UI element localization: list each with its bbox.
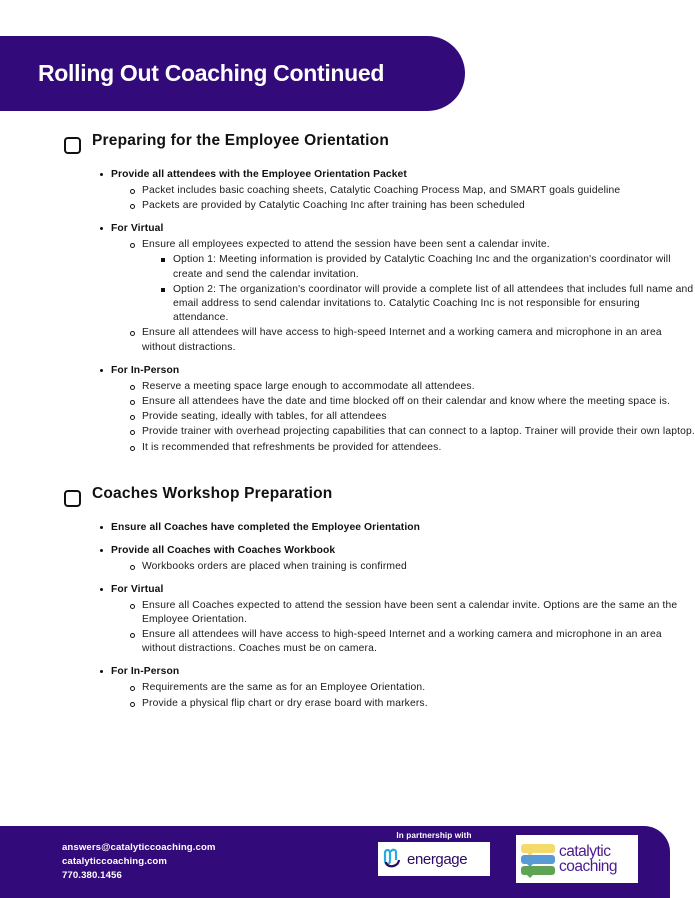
list-item: [160, 283, 695, 326]
list-item-label: For In-Person: [111, 364, 180, 376]
checkbox-icon: [64, 137, 81, 154]
list-item-label: Workbooks orders are placed when training is confirmed: [142, 560, 407, 572]
list-item: [129, 599, 695, 627]
list-item: [129, 560, 695, 574]
sub-list: [111, 560, 695, 574]
list-item: [129, 410, 695, 424]
energage-wordmark: energage: [407, 850, 468, 868]
list-item-label: Reserve a meeting space large enough to accommodate all attendees.: [142, 380, 475, 392]
list-item-label: For Virtual: [111, 583, 164, 595]
list-item: [100, 168, 695, 213]
contact-email[interactable]: answers@catalyticcoaching.com: [62, 842, 216, 853]
speech-bubble-blue-icon: [521, 855, 555, 864]
speech-bubble-yellow-icon: [521, 844, 555, 853]
list-item: [129, 425, 695, 439]
list-item-label: Packets are provided by Catalytic Coaching Inc after training has been scheduled: [142, 200, 525, 212]
section-heading: [64, 485, 695, 507]
page-header-bar: [0, 36, 465, 111]
list-item-label: Ensure all Coaches have completed the Employee Orientation: [111, 521, 421, 533]
sub-list: [111, 380, 695, 455]
section-title: Coaches Workshop Preparation: [92, 484, 333, 502]
list-item-label: It is recommended that refreshments be provided for attendees.: [142, 441, 442, 453]
list-item-label: Provide a physical flip chart or dry erase board with markers.: [142, 697, 428, 709]
list-item: [129, 199, 695, 213]
sub-list: [111, 238, 695, 355]
document-body: [0, 132, 695, 720]
section-list: [0, 168, 695, 455]
sub-list: [111, 184, 695, 213]
catalytic-coaching-logo: [516, 835, 638, 883]
page-footer: [0, 826, 670, 898]
list-item-label: Option 1: Meeting information is provided by Catalytic Coaching Inc and the organization's coordinator will create and send the calendar invitation.: [173, 254, 671, 280]
partnership-label: In partnership with: [396, 831, 472, 840]
contact-phone[interactable]: 770.380.1456: [62, 869, 122, 881]
list-item-label: Ensure all employees expected to attend the session have been sent a calendar invite.: [142, 239, 550, 251]
list-item: [129, 628, 695, 656]
page-title: Rolling Out Coaching Continued: [38, 60, 385, 86]
list-item-label: Provide seating, ideally with tables, for all attendees: [142, 411, 387, 423]
sub-list: [111, 599, 695, 657]
speech-bubbles-icon: [521, 844, 555, 875]
energage-swoosh-icon: [382, 848, 406, 870]
list-item: [129, 380, 695, 394]
list-item: [129, 697, 695, 711]
list-item-label: For In-Person: [111, 666, 180, 678]
catalytic-word-line2: coaching: [559, 858, 618, 875]
list-item: [100, 583, 695, 657]
list-item: [160, 253, 695, 281]
list-item-label: Option 2: The organization's coordinator will provide a complete list of all attendees that includes full name and email address to send calendar invitations to. Catalytic Coaching Inc is not responsible for ensuring attendance.: [173, 283, 694, 324]
list-item: [129, 395, 695, 409]
sub-sub-list: [142, 253, 695, 325]
section-coaches-workshop-preparation: [0, 485, 695, 711]
list-item-label: Provide trainer with overhead projecting capabilities that can connect to a laptop. Trainer will provide their own laptop.: [142, 426, 695, 438]
catalytic-wordmark: [559, 844, 617, 875]
list-item: [129, 326, 695, 354]
list-item-label: Ensure all attendees will have access to high-speed Internet and a working camera and microphone in an area without distractions. Coaches must be on camera.: [142, 629, 662, 655]
list-item: [129, 184, 695, 198]
list-item-label: Ensure all attendees have the date and time blocked off on their calendar and know where the meeting space is.: [142, 395, 671, 407]
sub-list: [111, 681, 695, 710]
section-preparing-for-employee-orientation: [0, 132, 695, 455]
list-item-label: Requirements are the same as for an Employee Orientation.: [142, 682, 426, 694]
list-item: [100, 222, 695, 355]
speech-bubble-green-icon: [521, 866, 555, 875]
list-item: [100, 665, 695, 710]
section-title: Preparing for the Employee Orientation: [92, 132, 389, 149]
footer-contact-block: [62, 841, 216, 883]
list-item-label: For Virtual: [111, 223, 164, 235]
catalytic-word-line1: catalytic: [559, 842, 611, 860]
contact-website[interactable]: catalyticcoaching.com: [62, 855, 168, 867]
list-item: [100, 544, 695, 574]
section-heading: [64, 132, 695, 154]
list-item-label: Packet includes basic coaching sheets, Catalytic Coaching Process Map, and SMART goals guideline: [142, 184, 621, 196]
list-item: [129, 681, 695, 695]
energage-logo: [378, 842, 490, 876]
partnership-block: [378, 831, 490, 876]
checkbox-icon: [64, 490, 81, 507]
list-item-label: Ensure all attendees will have access to high-speed Internet and a working camera and microphone in an area without distractions.: [142, 327, 662, 353]
list-item: [129, 238, 695, 325]
list-item: [100, 521, 695, 535]
list-item-label: Provide all Coaches with Coaches Workbook: [111, 544, 336, 556]
list-item-label: Provide all attendees with the Employee Orientation Packet: [111, 169, 407, 180]
list-item: [129, 441, 695, 455]
list-item-label: Ensure all Coaches expected to attend the session have been sent a calendar invite. Options are the same an the Employee Orientation.: [142, 599, 678, 625]
list-item: [100, 364, 695, 455]
section-list: [0, 521, 695, 711]
